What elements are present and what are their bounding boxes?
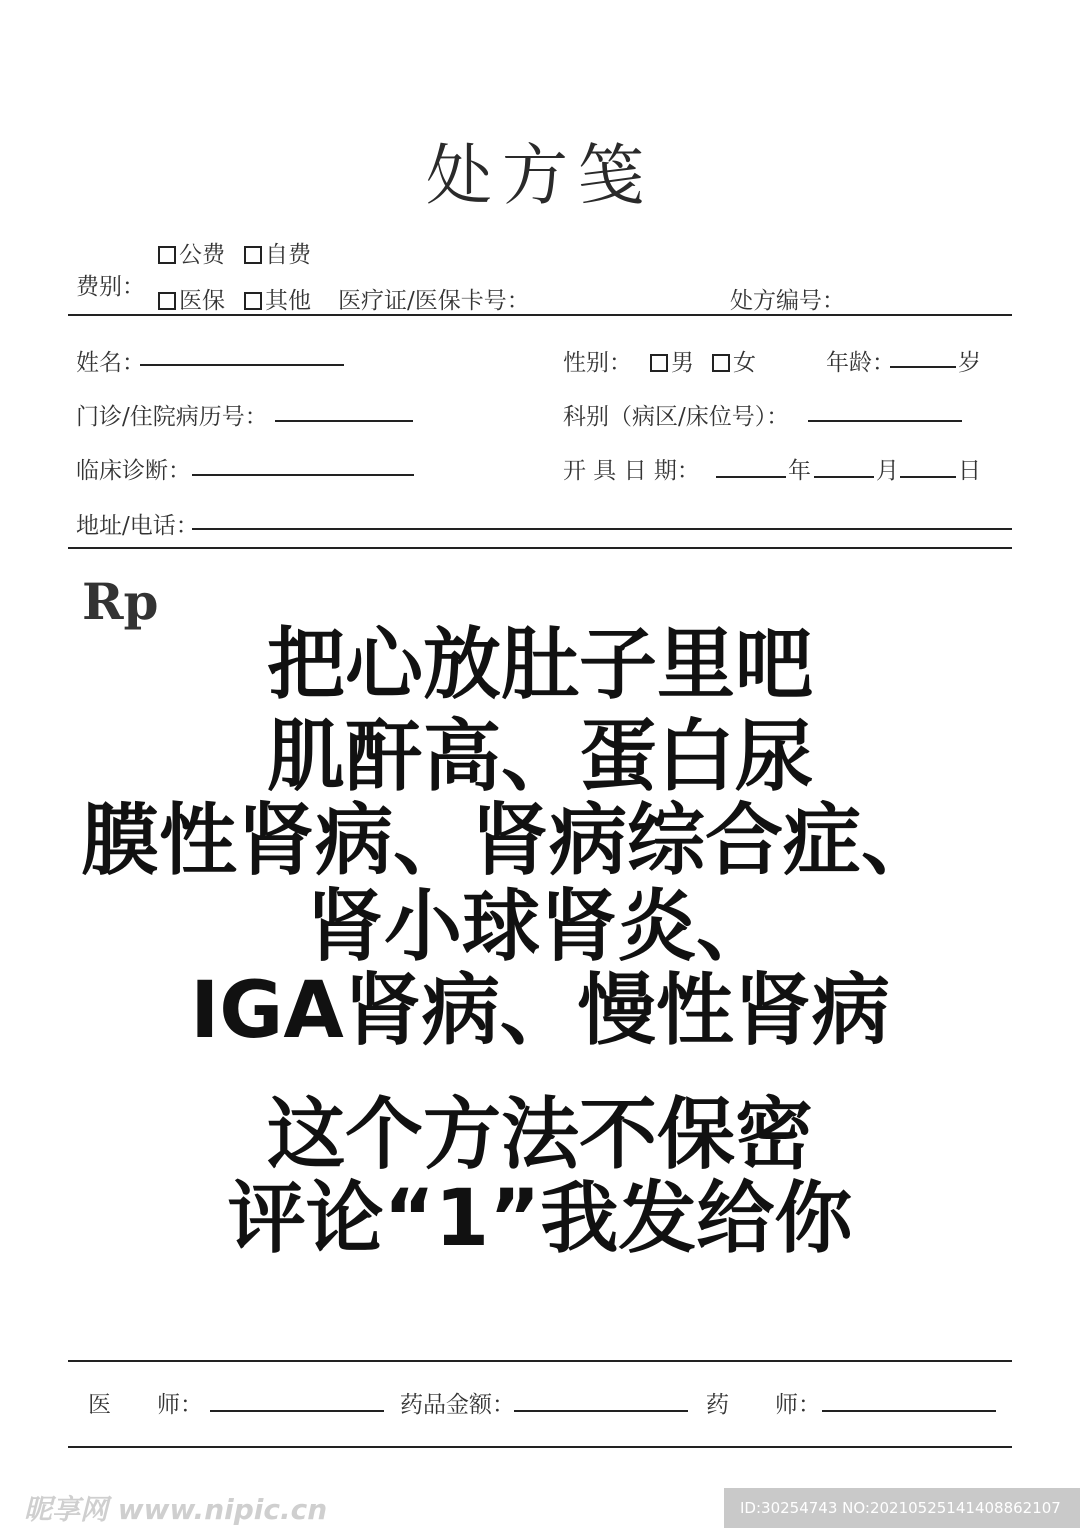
diagnosis-label: 临床诊断：	[76, 458, 191, 484]
message-line-7: 评论“1”我发给你	[227, 1174, 853, 1264]
department-field[interactable]	[808, 420, 962, 422]
record-number-label: 门诊/住院病历号：	[76, 404, 268, 430]
age-field[interactable]	[890, 366, 956, 368]
date-year-field[interactable]	[716, 476, 786, 478]
page-title: 处方笺	[426, 137, 654, 214]
address-phone-label: 地址/电话：	[76, 513, 199, 539]
fee-option-public-label: 公费	[179, 242, 225, 268]
checkbox-male[interactable]	[650, 354, 668, 372]
record-number-field[interactable]	[275, 420, 413, 422]
gender-male-option[interactable]	[650, 344, 694, 377]
message-line-1: 把心放肚子里吧	[266, 620, 813, 710]
date-month-field[interactable]	[814, 476, 874, 478]
department-label: 科别（病区/床位号）：	[563, 404, 790, 430]
diagnosis-field[interactable]	[192, 474, 414, 476]
checkbox-other[interactable]	[244, 292, 262, 310]
address-phone-field[interactable]	[192, 528, 1012, 530]
rp-symbol: Rp	[82, 572, 159, 631]
patient-name-field[interactable]	[140, 364, 344, 366]
gender-male-label: 男	[671, 350, 694, 376]
doctor-label: 医 师：	[88, 1392, 203, 1418]
image-id-watermark: ID:30254743 NO:20210525141408862107	[724, 1488, 1080, 1528]
divider-footer-top	[68, 1360, 1012, 1362]
fee-option-other[interactable]	[244, 282, 311, 315]
age-label: 年龄：	[826, 350, 895, 376]
message-line-5: IGA肾病、慢性肾病	[190, 966, 890, 1056]
divider-footer-bottom	[68, 1446, 1012, 1448]
prescription-number-label: 处方编号：	[730, 288, 845, 314]
doctor-signature-field[interactable]	[210, 1410, 384, 1412]
message-line-2: 肌酐高、蛋白尿	[266, 712, 813, 802]
fee-option-insurance-label: 医保	[179, 288, 225, 314]
divider-middle	[68, 547, 1012, 549]
drug-amount-label: 药品金额：	[400, 1392, 515, 1418]
fee-option-insurance[interactable]	[158, 282, 225, 315]
site-watermark: 昵享网 www.nipic.cn	[24, 1493, 328, 1526]
fee-option-public[interactable]	[158, 236, 225, 269]
fee-option-self[interactable]	[244, 236, 311, 269]
date-day-field[interactable]	[900, 476, 956, 478]
fee-type-label: 费别：	[76, 274, 145, 300]
date-year-unit: 年	[788, 458, 811, 484]
gender-label: 性别：	[563, 350, 632, 376]
fee-option-self-label: 自费	[265, 242, 311, 268]
checkbox-insurance[interactable]	[158, 292, 176, 310]
issue-date-label: 开 具 日 期：	[563, 458, 700, 484]
date-day-unit: 日	[958, 458, 981, 484]
message-line-4: 肾小球肾炎、	[305, 882, 774, 972]
patient-name-label: 姓名：	[76, 350, 145, 376]
age-unit: 岁	[958, 350, 981, 376]
divider-top	[68, 314, 1012, 316]
message-line-6: 这个方法不保密	[266, 1090, 813, 1180]
gender-female-option[interactable]	[712, 344, 756, 377]
insurance-card-label: 医疗证/医保卡号：	[338, 288, 530, 314]
drug-amount-field[interactable]	[514, 1410, 688, 1412]
pharmacist-signature-field[interactable]	[822, 1410, 996, 1412]
checkbox-self[interactable]	[244, 246, 262, 264]
gender-female-label: 女	[733, 350, 756, 376]
checkbox-public[interactable]	[158, 246, 176, 264]
pharmacist-label: 药 师：	[706, 1392, 821, 1418]
date-month-unit: 月	[876, 458, 899, 484]
fee-option-other-label: 其他	[265, 288, 311, 314]
checkbox-female[interactable]	[712, 354, 730, 372]
message-line-3: 膜性肾病、肾病综合症、	[80, 796, 939, 886]
